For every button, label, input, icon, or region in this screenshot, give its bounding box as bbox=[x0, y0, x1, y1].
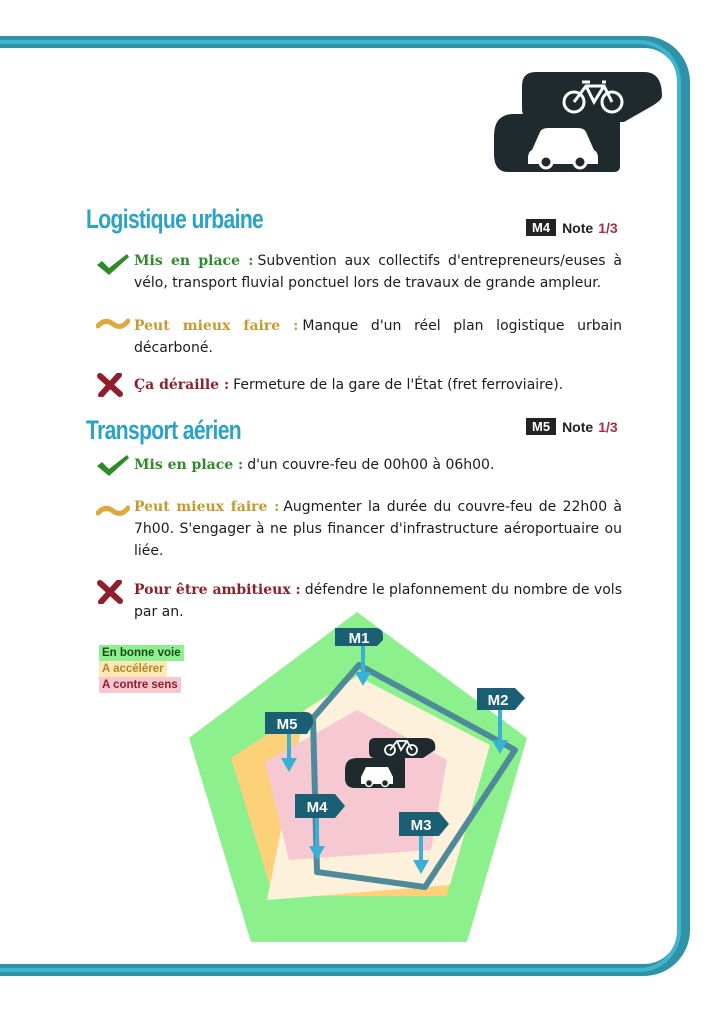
item-mis-en-place bbox=[134, 250, 622, 294]
note-label: Note bbox=[562, 219, 594, 236]
item-text: défendre le plafonnement du nombre de vols par an. bbox=[134, 582, 622, 620]
legend-green: En bonne voie bbox=[99, 645, 184, 661]
item-text: Augmenter la durée du couvre-feu de 22h00 à 7h00. S'engager à ne plus financer d'infrastructure aéroportuaire ou liée. bbox=[134, 499, 622, 559]
item-label: Pour être ambitieux : bbox=[134, 582, 301, 598]
item-label: Peut mieux faire : bbox=[134, 499, 280, 515]
legend-red: A contre sens bbox=[99, 677, 181, 693]
section-mark-logistique bbox=[526, 219, 618, 236]
legend-yellow: A accélérer bbox=[99, 661, 167, 677]
section-title-transport-aerien: Transport aérien bbox=[86, 415, 242, 445]
marker-label: M5 bbox=[276, 716, 298, 733]
item-ca-deraille bbox=[134, 374, 622, 396]
cross-icon bbox=[97, 373, 123, 397]
item-peut-mieux-faire bbox=[134, 315, 622, 359]
radar-legend bbox=[99, 645, 184, 693]
mesure-tag: M5 bbox=[526, 418, 556, 435]
marker-label: M2 bbox=[487, 692, 509, 709]
check-icon bbox=[95, 252, 131, 276]
item-label: Mis en place : bbox=[134, 457, 244, 473]
wave-icon bbox=[96, 504, 130, 518]
section-title-logistique: Logistique urbaine bbox=[86, 204, 264, 234]
car-icon bbox=[361, 767, 393, 787]
mesure-tag: M4 bbox=[526, 219, 556, 236]
marker-label: M3 bbox=[410, 817, 432, 834]
item-mis-en-place bbox=[134, 454, 622, 476]
item-label: Peut mieux faire : bbox=[134, 318, 299, 334]
item-label: Mis en place : bbox=[134, 253, 254, 269]
item-text: Fermeture de la gare de l'État (fret ferroviaire). bbox=[233, 377, 564, 393]
section-mark-transport-aerien bbox=[526, 418, 618, 435]
item-peut-mieux-faire bbox=[134, 496, 622, 562]
radar-diagram bbox=[185, 610, 535, 945]
marker-label: M4 bbox=[306, 799, 328, 816]
marker-label: M1 bbox=[348, 630, 370, 647]
wave-icon bbox=[96, 317, 130, 331]
transport-badge bbox=[492, 70, 664, 174]
note-value: 1/3 bbox=[598, 219, 618, 236]
check-icon bbox=[95, 453, 131, 477]
note-label: Note bbox=[562, 418, 594, 435]
item-label: Ça déraille : bbox=[134, 377, 230, 393]
item-text: Manque d'un réel plan logistique urbain décarboné. bbox=[134, 318, 622, 356]
item-text: Subvention aux collectifs d'entrepreneurs/euses à vélo, transport fluvial ponctuel lors de travaux de grande ampleur. bbox=[134, 253, 623, 291]
item-text: d'un couvre-feu de 00h00 à 06h00. bbox=[247, 457, 495, 473]
note-value: 1/3 bbox=[598, 418, 618, 435]
cross-icon bbox=[97, 580, 123, 604]
